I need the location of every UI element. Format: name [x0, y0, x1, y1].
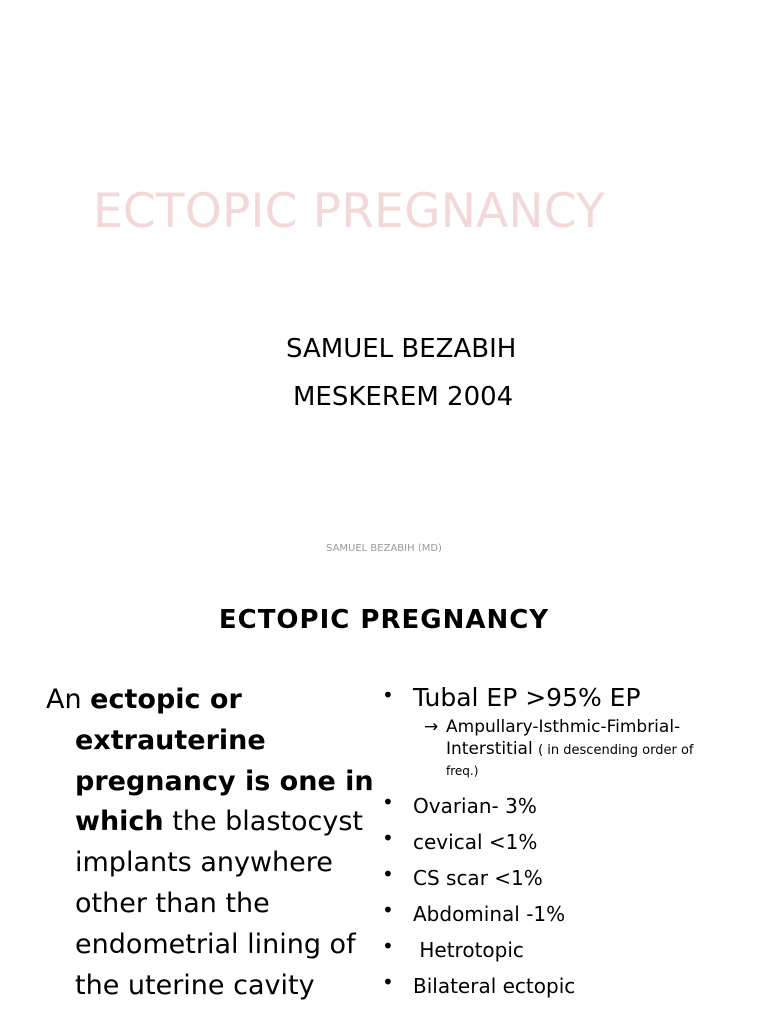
arrow-right-icon: →: [424, 717, 439, 737]
list-item-label: Abdominal -1%: [413, 902, 566, 926]
definition-bold-text: which: [75, 806, 164, 838]
list-item-tubal: [382, 680, 762, 716]
definition-line: [46, 680, 378, 721]
list-item-cs-scar: [382, 860, 762, 896]
list-item-cervical: [382, 824, 762, 860]
list-item-label: Bilateral ectopic: [413, 974, 576, 998]
list-item-label: cevical <1%: [413, 830, 538, 854]
definition-line: endometrial lining of: [75, 928, 356, 960]
definition-text: An: [46, 684, 91, 715]
definition-bold-text: ectopic or: [90, 684, 242, 715]
subitem-note: ( in descending order of: [538, 743, 694, 758]
definition-text: the blastocyst: [163, 806, 363, 838]
list-item-label: Tubal EP >95% EP: [413, 683, 641, 712]
bullet-icon: •: [382, 898, 394, 922]
list-item-ovarian: [382, 788, 762, 824]
definition-line: the uterine cavity: [75, 969, 315, 1001]
list-item-label: Ovarian- 3%: [413, 794, 537, 818]
definition-line: [46, 802, 378, 843]
presentation-date: MESKEREM 2004: [293, 382, 514, 412]
ep-sites-list: [382, 680, 762, 1004]
subitem-text: Interstitial: [446, 739, 539, 759]
definition-line: other than the: [75, 887, 270, 919]
subitem-text: Ampullary-Isthmic-Fimbrial-: [446, 717, 681, 737]
content-slide: [0, 576, 768, 1024]
list-item-abdominal: [382, 896, 762, 932]
bullet-icon: •: [382, 970, 394, 994]
slide-title: ECTOPIC PREGNANCY: [93, 184, 605, 239]
list-item-label: Hetrotopic: [413, 938, 524, 962]
definition-line: [46, 762, 378, 803]
tubal-subitem: [382, 716, 762, 780]
definition-line: [46, 721, 378, 762]
list-item-heterotopic: [382, 932, 762, 968]
slide-heading: ECTOPIC PREGNANCY: [218, 605, 550, 635]
bullet-icon: •: [382, 790, 394, 814]
author-name: SAMUEL BEZABIH: [286, 334, 517, 364]
definition-bold-text: extrauterine: [75, 724, 266, 756]
definition-bold-text: pregnancy is one in: [75, 765, 374, 797]
definition-paragraph: [46, 680, 378, 1006]
bullet-icon: •: [382, 934, 394, 958]
list-item-bilateral: [382, 968, 762, 1004]
subitem-note: freq.): [446, 764, 479, 778]
slide-footer: SAMUEL BEZABIH (MD): [326, 543, 442, 554]
list-item-label: CS scar <1%: [413, 866, 543, 890]
bullet-icon: •: [382, 862, 394, 886]
bullet-icon: •: [382, 683, 394, 707]
bullet-icon: •: [382, 826, 394, 850]
definition-line: implants anywhere: [75, 847, 333, 879]
